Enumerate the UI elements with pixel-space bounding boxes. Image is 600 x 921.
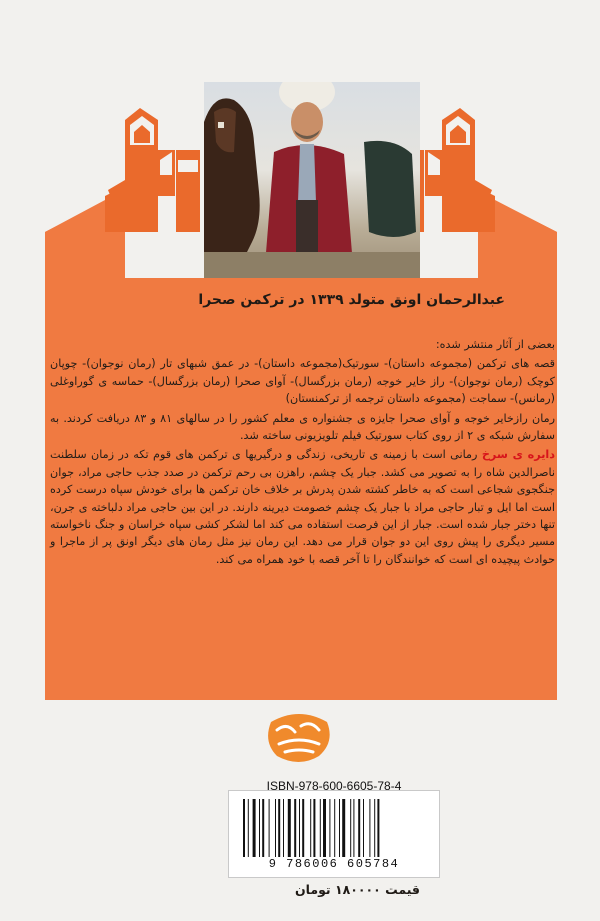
synopsis-paragraph: [50, 446, 555, 568]
novel-title: دایره ی سرخ: [481, 448, 555, 462]
synopsis-text: رمانی است با زمینه ی تاریخی، زندگی و درگیریها ی ترکمن های قوم تکه در زمان سلطنت ناصرالدین شاه را به تصویر می کشد. جبار یک چشم، راهزن بی رحم ترکمن در صدد جذب حاجی مراد، جوان جنگجوی شجاعی است که به خاطر کشته شدن پدرش بر خلاف خان ترکمن ها برای خودش سپاه درست کرده است اما ایل و تبار حاجی مراد با جبار یک چشم خصومت دیرینه دارند. در این بین حاجی مراد دلباخته ی جرن، تنها دختر جبار شده است. جبار از این فرصت استفاده می کند اما لشکر کشی سپاه خراسان و جنگ ناخواسته مسیر دیگری را پیش روی این دو جوان قرار می دهد. این رمان نیز مثل رمان های دیگر اونق پر از ماجرا و حوادث پیچیده ای است که خوانندگان را تا آخر قصه با خود همراه می کند.: [50, 448, 555, 566]
works-intro: بعضی از آثار منتشر شده:: [435, 338, 555, 351]
right-ornament: [420, 108, 495, 232]
barcode-digits: 9 786006 605784: [268, 857, 400, 871]
publisher-logo: [265, 712, 333, 764]
author-line: عبدالرحمان اونق متولد ۱۳۳۹ در ترکمن صحرا: [198, 292, 505, 308]
horse-blanket: [364, 141, 416, 237]
price-label: قیمت ۱۸۰۰۰۰ تومان: [294, 882, 420, 897]
left-ornament: [105, 108, 200, 232]
cover-photo: [204, 82, 420, 278]
left-slope: [45, 200, 105, 278]
barcode-label: [228, 779, 440, 878]
right-slope: [495, 200, 557, 278]
back-cover-text: [50, 336, 555, 570]
isbn-text: ISBN-978-600-6605-78-4: [266, 779, 402, 793]
barcode: [243, 799, 425, 857]
works-list: قصه های ترکمن (مجموعه داستان)- سورتیک(مجموعه داستان)- در عمق شبهای تار (رمان نوجوان)- چوپان کوچک (رمان نوجوان)- راز خایر خوجه (رمان بزرگسال)- آوای صحرا (رمان بزرگسال)- حماسه ی گوراوغلی (رمانس)- سماجت (مجموعه داستان ترجمه از ترکمنستان): [50, 357, 555, 406]
awards-paragraph: رمان رازخایر خوجه و آوای صحرا جایزه ی جشنواره ی معلم کشور را در سالهای ۸۱ و ۸۳ دریافت کردند. به سفارش شبکه ی ۲ از روی کتاب سورتیک فیلم تلویزیونی ساخته شد.: [50, 411, 556, 443]
